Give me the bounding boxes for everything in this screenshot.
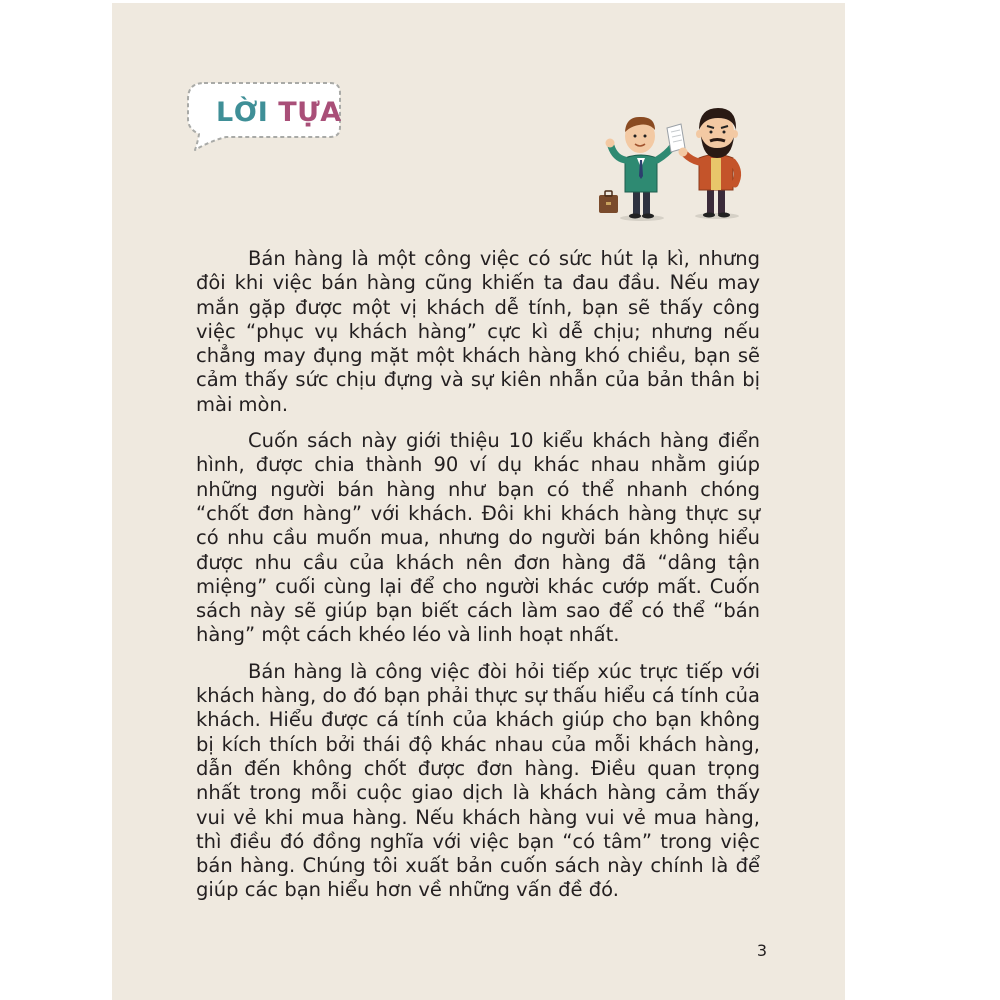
page-number: 3 (756, 941, 767, 960)
paragraph-1: Bán hàng là một công việc có sức hút lạ kì, nhưng đôi khi việc bán hàng cũng khiến ta đau đầu. Nếu may mắn gặp được một vị khách dễ tính, bạn sẽ thấy công việc “phục vụ khách hàng” cực kì dễ chịu; nhưng nếu chẳng may đụng mặt một khách hàng khó chiều, bạn sẽ cảm thấy sức chịu đựng và sự kiên nhẫn của bản thân bị mài mòn. (196, 247, 760, 416)
title-word-1: LỜI (216, 97, 269, 128)
title-word-2: TỰA (278, 97, 342, 128)
two-salesmen-illustration (587, 96, 762, 224)
briefcase-icon (599, 191, 618, 213)
preface-body (196, 247, 760, 915)
paragraph-3: Bán hàng là công việc đòi hỏi tiếp xúc trực tiếp với khách hàng, do đó bạn phải thực sự thấu hiểu cá tính của khách. Hiểu được cá tính của khách giúp cho bạn không bị kích thích bởi thái độ khác nhau của mỗi khách hàng, dẫn đến không chốt được đơn hàng. Điều quan trọng nhất trong mỗi cuộc giao dịch là khách hàng cảm thấy vui vẻ khi mua hàng. Nếu khách hàng vui vẻ mua hàng, thì điều đó đồng nghĩa với việc bạn “có tâm” trong việc bán hàng. Chúng tôi xuất bản cuốn sách này chính là để giúp các bạn hiểu hơn về những vấn đề đó. (196, 659, 760, 902)
paragraph-2: Cuốn sách này giới thiệu 10 kiểu khách hàng điển hình, được chia thành 90 ví dụ khác nhau nhằm giúp những người bán hàng như bạn có thể nhanh chóng “chốt đơn hàng” với khách. Đôi khi khách hàng thực sự có nhu cầu muốn mua, nhưng do người bán không hiểu được nhu cầu của khách nên đơn hàng đã “dâng tận miệng” cuối cùng lại để cho người khác cướp mất. Cuốn sách này sẽ giúp bạn biết cách làm sao để có thể “bán hàng” một cách khéo léo và linh hoạt nhất. (196, 429, 760, 647)
book-page (112, 3, 845, 1000)
page-title (216, 95, 342, 131)
